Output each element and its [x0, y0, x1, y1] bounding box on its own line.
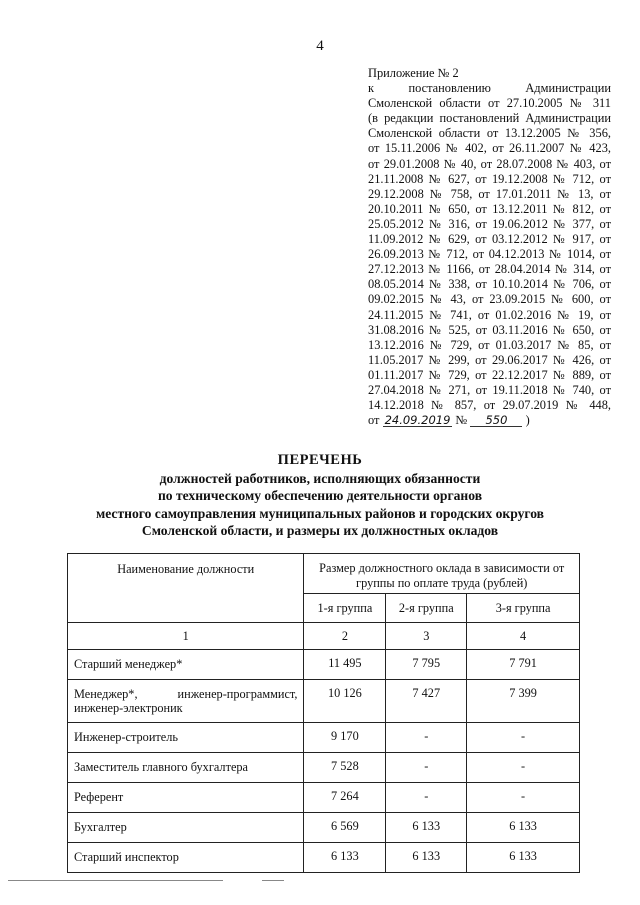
appendix-line: 14.12.2018 № 857, от 29.07.2019 № 448, — [368, 398, 611, 413]
salary-group-3: 7 399 — [467, 680, 580, 723]
appendix-line: 13.12.2016 № 729, от 01.03.2017 № 85, от — [368, 337, 611, 352]
appendix-line: 27.12.2013 № 1166, от 28.04.2014 № 314, от — [368, 262, 611, 277]
appendix-line: 09.02.2015 № 43, от 23.09.2015 № 600, от — [368, 292, 611, 307]
title-line: должностей работников, исполняющих обязанности — [159, 470, 481, 486]
page-number: 4 — [316, 38, 324, 54]
appendix-line: 26.09.2013 № 712, от 04.12.2013 № 1014, от — [368, 247, 611, 262]
position-name: Референт — [68, 783, 304, 813]
header-group-3: 3-я группа — [467, 594, 580, 623]
position-name: Старший инспектор — [68, 843, 304, 873]
header-group-1: 1-я группа — [304, 594, 386, 623]
salary-group-2: - — [386, 783, 467, 813]
appendix-line: Приложение № 2 — [368, 66, 459, 80]
closing-paren: ) — [525, 413, 530, 428]
footer-rule — [8, 880, 223, 881]
table-row — [68, 680, 580, 723]
appendix-line: 31.08.2016 № 525, от 03.11.2016 № 650, от — [368, 322, 611, 337]
salary-group-3: 6 133 — [467, 843, 580, 873]
appendix-line: от 29.01.2008 № 40, от 28.07.2008 № 403, от — [368, 156, 611, 171]
title-line: местного самоуправления муниципальных районов и городских округов — [95, 505, 545, 521]
appendix-line: 20.10.2011 № 650, от 13.12.2011 № 812, от — [368, 201, 611, 216]
header-group-2: 2-я группа — [386, 594, 467, 623]
appendix-line: от 15.11.2006 № 402, от 26.11.2007 № 423, — [368, 141, 611, 156]
table-row — [68, 723, 580, 753]
salary-group-1: 6 569 — [304, 813, 386, 843]
salary-group-2: - — [386, 753, 467, 783]
appendix-line: к постановлению Администрации — [368, 81, 611, 96]
footer-rule — [262, 880, 284, 881]
salary-group-1: 7 528 — [304, 753, 386, 783]
salary-group-3: 7 791 — [467, 650, 580, 680]
salary-group-3: - — [467, 783, 580, 813]
appendix-line: 27.04.2018 № 271, от 19.11.2018 № 740, от — [368, 382, 611, 397]
handwritten-number: 550 — [470, 414, 522, 427]
appendix-last-prefix: от — [368, 413, 380, 428]
salary-group-2: 6 133 — [386, 843, 467, 873]
salary-group-1: 9 170 — [304, 723, 386, 753]
salary-group-3: - — [467, 723, 580, 753]
document-title — [0, 452, 640, 540]
table-row — [68, 813, 580, 843]
title-line: по техническому обеспечению деятельности органов — [157, 488, 483, 503]
handwritten-date: 24.09.2019 — [384, 413, 451, 428]
appendix-line: 08.05.2014 № 338, от 10.10.2014 № 706, от — [368, 277, 611, 292]
title-heading: ПЕРЕЧЕНЬ — [277, 452, 363, 468]
column-number: 1 — [68, 623, 304, 650]
appendix-line: 11.05.2017 № 299, от 29.06.2017 № 426, от — [368, 352, 611, 367]
salary-group-3: 6 133 — [467, 813, 580, 843]
salary-group-1: 11 495 — [304, 650, 386, 680]
salary-group-1: 7 264 — [304, 783, 386, 813]
table-column-number-row — [68, 623, 580, 650]
table-row — [68, 650, 580, 680]
appendix-line: Смоленской области от 27.10.2005 № 311 — [368, 96, 611, 111]
position-name: Инженер-строитель — [68, 723, 304, 753]
salary-group-2: 6 133 — [386, 813, 467, 843]
appendix-line: 21.11.2008 № 627, от 19.12.2008 № 712, от — [368, 171, 611, 186]
salary-group-2: 7 427 — [386, 680, 467, 723]
salary-table — [67, 553, 580, 873]
appendix-line: 24.11.2015 № 741, от 01.02.2016 № 19, от — [368, 307, 611, 322]
salary-group-2: - — [386, 723, 467, 753]
appendix-line: 01.11.2017 № 729, от 22.12.2017 № 889, от — [368, 367, 611, 382]
salary-group-3: - — [467, 753, 580, 783]
table-header-row — [68, 554, 580, 594]
header-position: Наименование должности — [68, 554, 304, 623]
column-number: 2 — [304, 623, 386, 650]
title-line: Смоленской области, и размеры их должностных окладов — [141, 523, 499, 538]
column-number: 3 — [386, 623, 467, 650]
appendix-block — [368, 66, 611, 428]
salary-group-1: 6 133 — [304, 843, 386, 873]
position-name-line: Менеджер*, инженер-программист, — [74, 686, 298, 701]
column-number: 4 — [467, 623, 580, 650]
appendix-last-line — [368, 413, 611, 428]
salary-group-2: 7 795 — [386, 650, 467, 680]
appendix-line: 11.09.2012 № 629, от 03.12.2012 № 917, от — [368, 232, 611, 247]
position-name: Старший менеджер* — [68, 650, 304, 680]
table-row — [68, 843, 580, 873]
number-sign: № — [455, 413, 468, 428]
table-row — [68, 783, 580, 813]
appendix-line: 25.05.2012 № 316, от 19.06.2012 № 377, от — [368, 216, 611, 231]
position-name-line: инженер-электроник — [74, 701, 183, 715]
position-name: Заместитель главного бухгалтера — [68, 753, 304, 783]
salary-group-1: 10 126 — [304, 680, 386, 723]
appendix-line: Смоленской области от 13.12.2005 № 356, — [368, 126, 611, 141]
header-salary: Размер должностного оклада в зависимости от группы по оплате труда (рублей) — [304, 554, 580, 594]
appendix-line: 29.12.2008 № 758, от 17.01.2011 № 13, от — [368, 186, 611, 201]
appendix-line: (в редакции постановлений Администрации — [368, 111, 611, 126]
position-name: Бухгалтер — [68, 813, 304, 843]
table-row — [68, 753, 580, 783]
position-name — [68, 680, 304, 723]
